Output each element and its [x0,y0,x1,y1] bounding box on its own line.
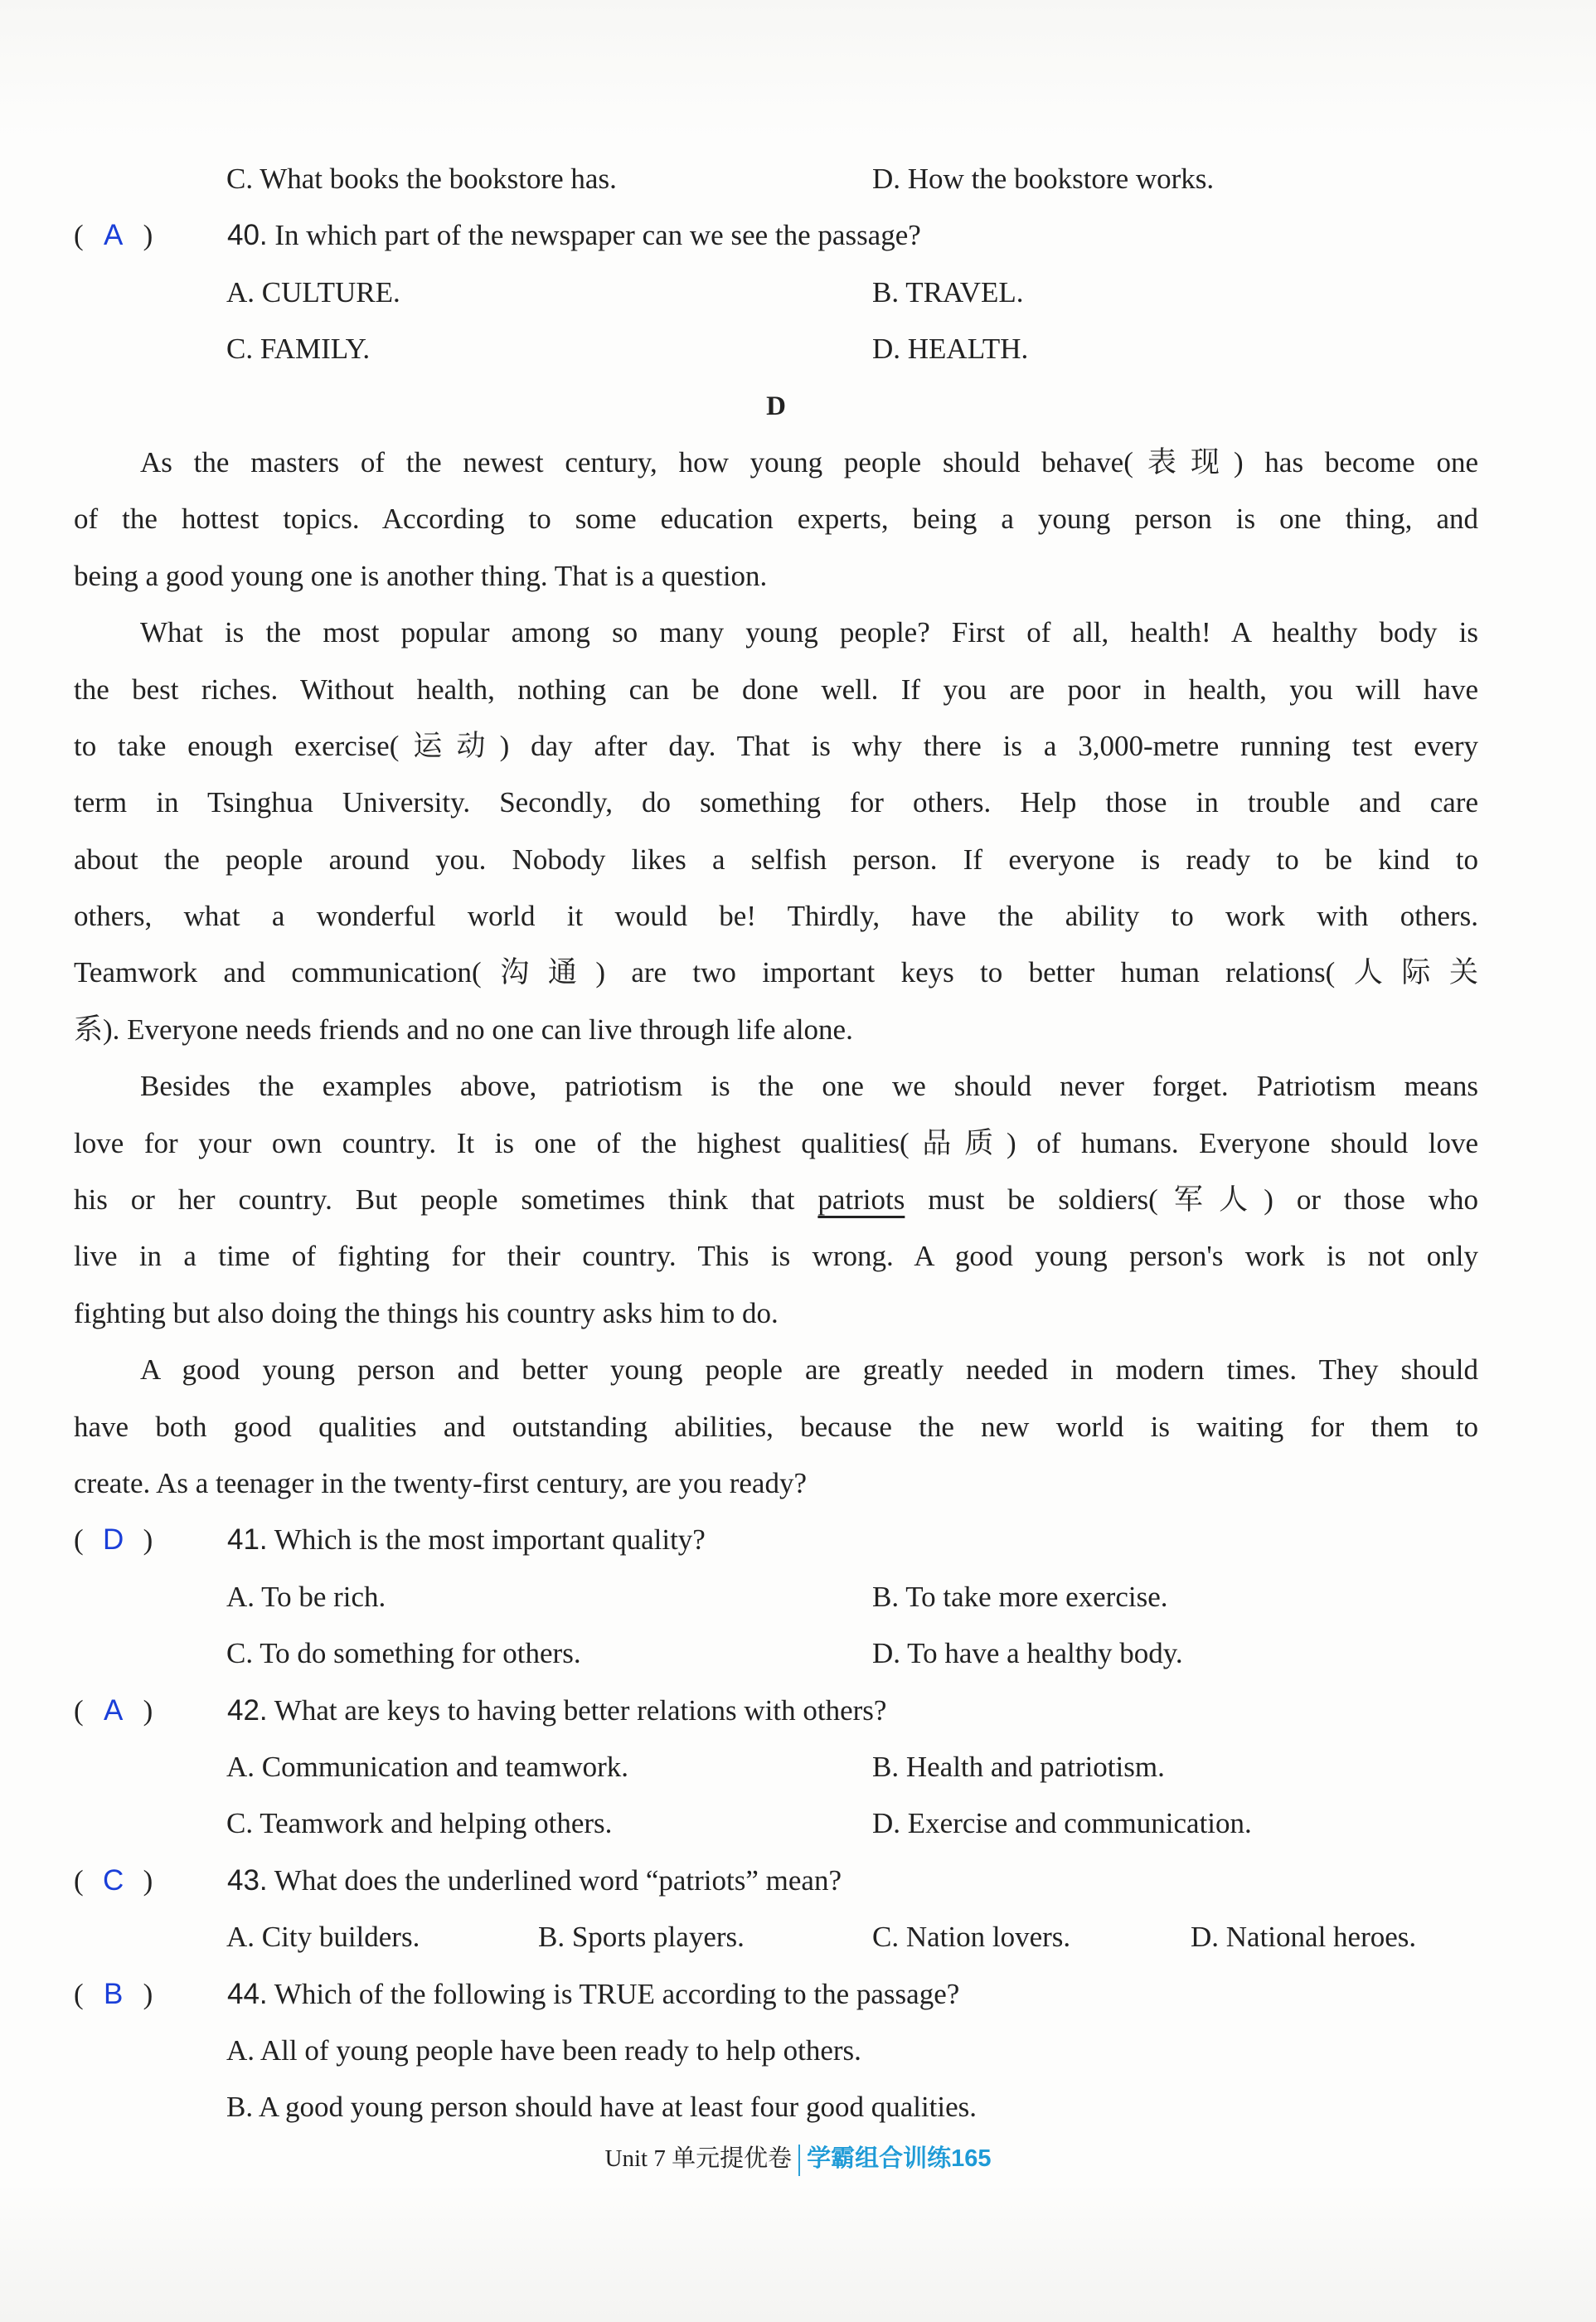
question-text: Which of the following is TRUE according to the passage? [274,1977,960,2010]
filled-answer: D [103,1523,124,1557]
passage-line: have both good qualities and outstanding abilities, because the new world is waiting for them to [74,1410,1478,1443]
footer-divider [798,2145,800,2176]
question-line [74,207,1478,264]
question-number: 41. [227,1523,268,1557]
question-text: What are keys to having better relations with others? [274,1693,887,1727]
footer-series [807,2145,991,2172]
bracket-close: ) [143,1977,153,2010]
answer-bracket [74,1853,227,1909]
question-number: 40. [227,219,268,252]
option-row [74,265,1478,321]
option-row [74,1625,1478,1682]
answer-option: A. City builders. [226,1921,420,1954]
passage-line: What is the most popular among so many young people? First of all, health! A healthy body is [140,616,1478,649]
option-row [74,1569,1478,1625]
filled-answer: A [103,219,124,252]
content [74,151,1478,2136]
underlined-word: patriots [817,1183,905,1217]
section-title: D [766,391,786,421]
question-text: In which part of the newspaper can we see the passage? [274,219,921,252]
answer-option: C. Nation lovers. [872,1921,1071,1954]
bracket-close: ) [143,1693,153,1727]
answer-option: D. To have a healthy body. [872,1637,1183,1670]
passage-line: to take enough exercise(运动) day after day. That is why there is a 3,000-metre running test every [74,729,1478,762]
answer-option: B. TRAVEL. [872,275,1024,308]
answer-option: A. Communication and teamwork. [226,1750,629,1783]
option-row [74,321,1478,377]
passage-line: love for your own country. It is one of the highest qualities(品质) of humans. Everyone should love [74,1126,1478,1159]
bracket-open: ( [74,1523,84,1557]
passage-line: create. As a teenager in the twenty-first century, are you ready? [74,1466,807,1499]
passage-line: of the hottest topics. According to some education experts, being a young person is one thing, and [74,503,1478,536]
question-line [74,1512,1478,1568]
bracket-open: ( [74,1977,84,2010]
answer-option: D. HEALTH. [872,333,1029,366]
passage-line: others, what a wonderful world it would be! Thirdly, have the ability to work with others. [74,900,1478,933]
answer-option: B. Sports players. [538,1921,745,1954]
bracket-close: ) [143,219,153,252]
option-row [74,1795,1478,1852]
bracket-open: ( [74,1693,84,1727]
answer-option: A. CULTURE. [226,275,400,308]
bracket-open: ( [74,1863,84,1897]
question-line [74,1966,1478,2023]
answer-option: D. How the bookstore works. [872,163,1215,195]
footer-series-title: 学霸组合训练 [807,2145,952,2172]
passage-text: must be soldiers(军人) or those who [905,1183,1478,1217]
filled-answer: C [103,1863,124,1897]
question-number: 42. [227,1693,268,1727]
question-line [74,1683,1478,1739]
passage-line: fighting but also doing the things his country asks him to do. [74,1296,779,1329]
passage-line: the best riches. Without health, nothing can be done well. If you are poor in health, you will have [74,673,1478,706]
footer-unit: Unit 7 单元提优卷 [604,2145,793,2172]
bracket-open: ( [74,219,84,252]
answer-option: D. Exercise and communication. [872,1807,1252,1840]
answer-option: C. FAMILY. [226,333,371,366]
passage-line: 系). Everyone needs friends and no one can live through life alone. [74,1013,853,1046]
page-number: 165 [951,2145,992,2172]
answer-bracket [74,1512,227,1568]
answer-option: B. To take more exercise. [872,1580,1168,1613]
question-text: What does the underlined word “patriots” mean? [274,1863,842,1897]
filled-answer: A [103,1693,124,1727]
passage-line: live in a time of fighting for their country. This is wrong. A good young person's work is not only [74,1240,1478,1273]
passage-line: As the masters of the newest century, how young people should behave(表现) has become one [140,445,1478,478]
answer-option: D. National heroes. [1191,1921,1417,1954]
filled-answer: B [103,1977,124,2010]
page-footer [0,2138,1596,2179]
passage-line: being a good young one is another thing. That is a question. [74,559,768,592]
option-row [74,2079,1478,2135]
question-line [74,1853,1478,1909]
passage-line: A good young person and better young people are greatly needed in modern times. They should [140,1353,1478,1387]
passage-line: about the people around you. Nobody likes a selfish person. If everyone is ready to be kind to [74,843,1478,876]
answer-option: B. A good young person should have at least four good qualities. [226,2091,977,2124]
option-row [74,2023,1478,2079]
passage-line: Besides the examples above, patriotism is the one we should never forget. Patriotism means [140,1070,1478,1103]
answer-option: C. Teamwork and helping others. [226,1807,613,1840]
passage-text: his or her country. But people sometimes think that [74,1183,818,1217]
answer-bracket [74,1966,227,2023]
question-number: 44. [227,1977,268,2010]
option-row [74,151,1478,207]
passage-line: term in Tsinghua University. Secondly, do something for others. Help those in trouble and care [74,786,1478,819]
option-row [74,1739,1478,1795]
option-row [74,1909,1478,1965]
answer-option: A. To be rich. [226,1580,386,1613]
answer-bracket [74,1683,227,1739]
question-number: 43. [227,1863,268,1897]
answer-option: A. All of young people have been ready to help others. [226,2033,861,2067]
bracket-close: ) [143,1523,153,1557]
question-text: Which is the most important quality? [274,1523,706,1557]
answer-bracket [74,207,227,264]
answer-option: B. Health and patriotism. [872,1750,1165,1783]
passage-line: Teamwork and communication(沟通) are two important keys to better human relations(人际关 [74,956,1478,989]
answer-option: C. What books the bookstore has. [226,163,617,195]
bracket-close: ) [143,1863,153,1897]
passage-line [74,1172,1478,1228]
answer-option: C. To do something for others. [226,1637,581,1670]
